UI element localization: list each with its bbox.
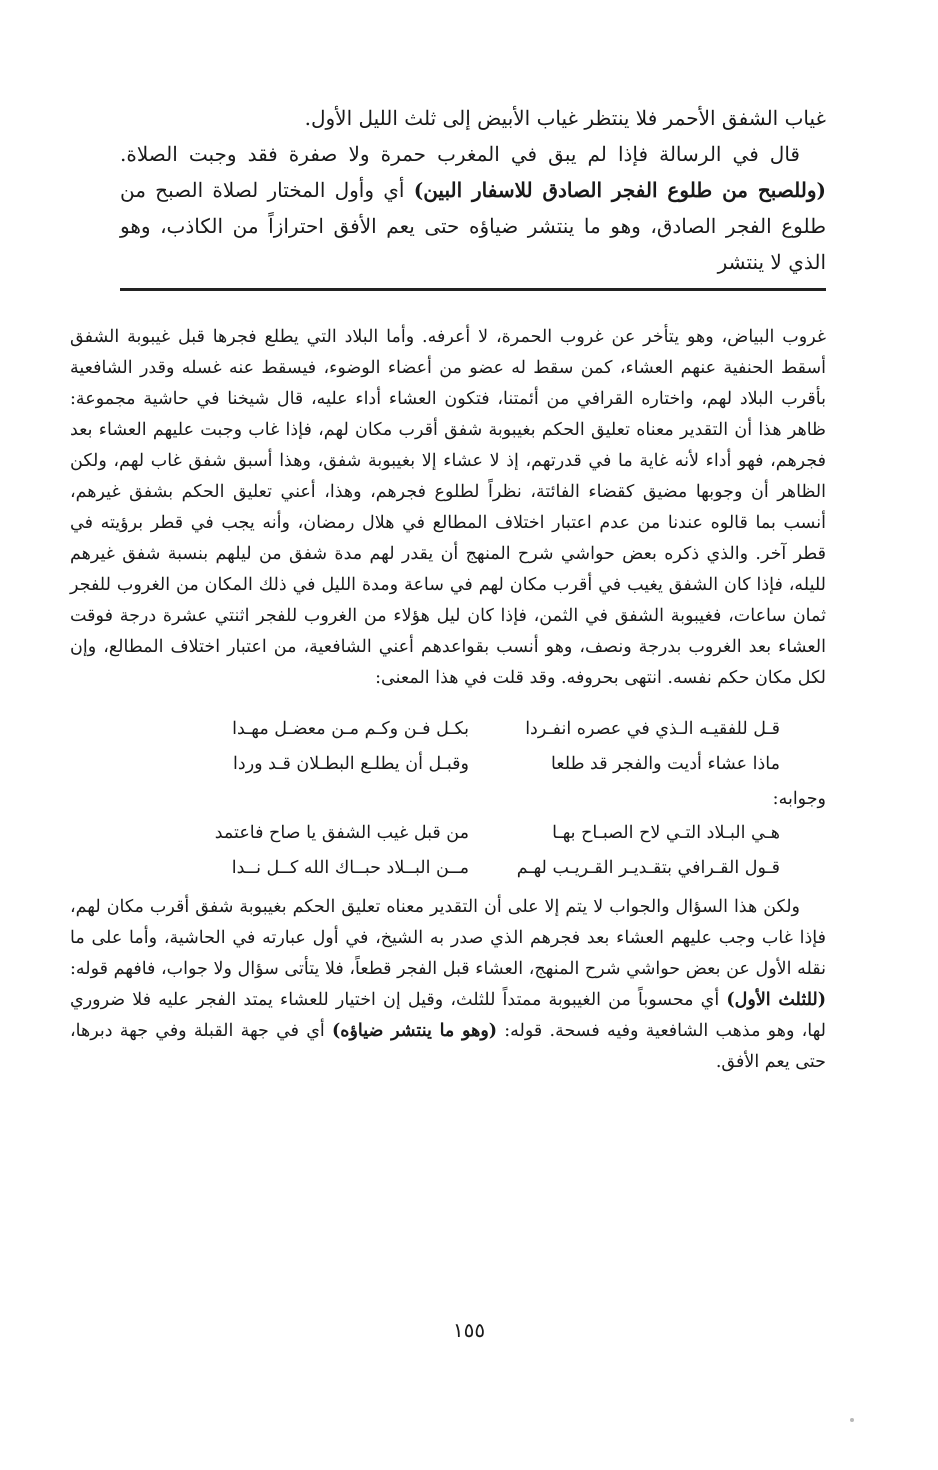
verse-4-right-hemistich: قـول القـرافي بتقـديـر القـريـب لهـم (516, 858, 780, 878)
verse-4-left-hemistich: مــن البــلاد حبــاك الله كــل نــدا (231, 858, 469, 878)
verse-line-2 (70, 747, 826, 782)
commentary-paragraph-1: غروب البياض، وهو يتأخر عن غروب الحمرة، لا أعرفه. وأما البلاد التي يطلع فجرها قبل غيبوبة الشفق أسقط الحنفية عنهم العشاء، كمن سقط له عضو من أعضاء الوضوء، فيسقط عنه غسله وقدر الشافعية بأقرب البلاد لهم، واختاره القرافي من أئمتنا، فتكون العشاء أداء عليه، قال شيخنا في حاشية مجموعة: ظاهر هذا أن التقدير معناه تعليق الحكم بغيبوبة شفق أقرب مكان لهم، فإذا غاب وجبت عليهم العشاء بعد فجرهم، فهو أداء لأنه غاية ما في قدرتهم، إذ لا عشاء إلا بغيبوبة شفق، وهذا أسبق شفق غاب لهم، ولكن الظاهر أن وجوبها مضيق كقضاء الفائتة، نظراً لطلوع فجرهم، وهذا، أعني تعليق الحكم بشفق غيرهم، أنسب بما قالوه عندنا من عدم اعتبار اختلاف المطالع في هلال رمضان، وأنه يجب في قطر برؤيته في قطر آخر. والذي ذكره بعض حواشي شرح المنهج أن يقدر لهم مدة شفق من ليلهم بنسبة شفق غيرهم لليله، فإذا كان الشفق يغيب في أقرب مكان لهم في ساعة ومدة الليل في ذلك المكان من الغروب للفجر ثمان ساعات، فغيبوبة الشفق في الثمن، فإذا كان ليل هؤلاء من الغروب للفجر اثنتي عشرة درجة فوقت العشاء بعد الغروب بدرجة ونصف، وهو أنسب بقواعدهم أعني الشافعية، من اعتبار اختلاف المطالع، وإن لكل مكان حكم نفسه. انتهى بحروفه. وقد قلت في هذا المعنى: (70, 327, 826, 688)
commentary-p2-quote-1: (للثلث الأول) (726, 990, 826, 1010)
commentary-text (70, 322, 826, 1078)
verse-line-4 (70, 851, 826, 886)
commentary-p2-text-c: أي محسوباً من الغيبوبة ممتداً للثلث، وقيل إن اختيار للعشاء يمتد الفجر عليه فلا ضروري لها، وهو مذهب الشافعية وفيه فسحة. قوله: (70, 990, 826, 1041)
verse-3-right-hemistich: هـي البـلاد التـي لاح الصبـاح بهـا (552, 823, 780, 843)
verse-line-3 (70, 816, 826, 851)
verse-1-right-hemistich: قـل للفقيـه الـذي في عصره انفـردا (525, 719, 780, 739)
main-p2-text-a: قال في الرسالة فإذا لم يبق في المغرب حمرة ولا صفرة فقد وجبت الصلاة. (120, 142, 800, 166)
answer-label: وجوابه: (772, 789, 826, 809)
main-p2-text-c: أي وأول المختار لصلاة الصبح من طلوع الفجر الصادق، وهو ما ينتشر ضياؤه حتى يعم الأفق احترازاً من الكاذب، وهو الذي لا ينتشر (120, 178, 826, 274)
commentary-p2-text-a: ولكن هذا السؤال والجواب لا يتم إلا على أن التقدير معناه تعليق الحكم بغيبوبة شفق أقرب مكان لهم، فإذا غاب وجب عليهم العشاء بعد فجرهم الذي صدر به الشيخ، في أول عبارته في الحاشية، وأما على ما نقله الأول عن بعض حواشي شرح المنهج، العشاء قبل الفجر قطعاً، فلا يتأتى سؤال ولا جواب، فافهم قوله: (70, 897, 826, 979)
scan-speck (850, 1418, 854, 1422)
main-text (120, 100, 826, 280)
verse-1-left-hemistich: بكـل فـن وكـم مـن معضـل مهـدا (232, 719, 469, 739)
main-p2-matn-quote: (وللصبح من طلوع الفجر الصادق للاسفار البين) (413, 178, 826, 202)
main-paragraph-1: غياب الشفق الأحمر فلا ينتظر غياب الأبيض إلى ثلث الليل الأول. (304, 106, 826, 130)
main-paragraph-2 (120, 136, 826, 280)
verse-2-right-hemistich: ماذا عشاء أديت والفجر قد طلعا (551, 754, 780, 774)
commentary-p2-quote-2: (وهو ما ينتشر ضياؤه) (332, 1021, 498, 1041)
commentary-paragraph-2 (70, 892, 826, 1078)
verse-3-left-hemistich: من قبل غيب الشفق يا صاح فاعتمد (214, 823, 469, 843)
verse-line-1 (70, 712, 826, 747)
verse-2-left-hemistich: وقبـل أن يطلـع البطـلان قـد وردا (233, 754, 469, 774)
commentary-p2-text-e: أي في جهة القبلة وفي جهة دبرها، حتى يعم الأفق. (70, 1021, 826, 1072)
footnote-separator (120, 288, 826, 291)
page-number: ١٥٥ (452, 1318, 486, 1342)
